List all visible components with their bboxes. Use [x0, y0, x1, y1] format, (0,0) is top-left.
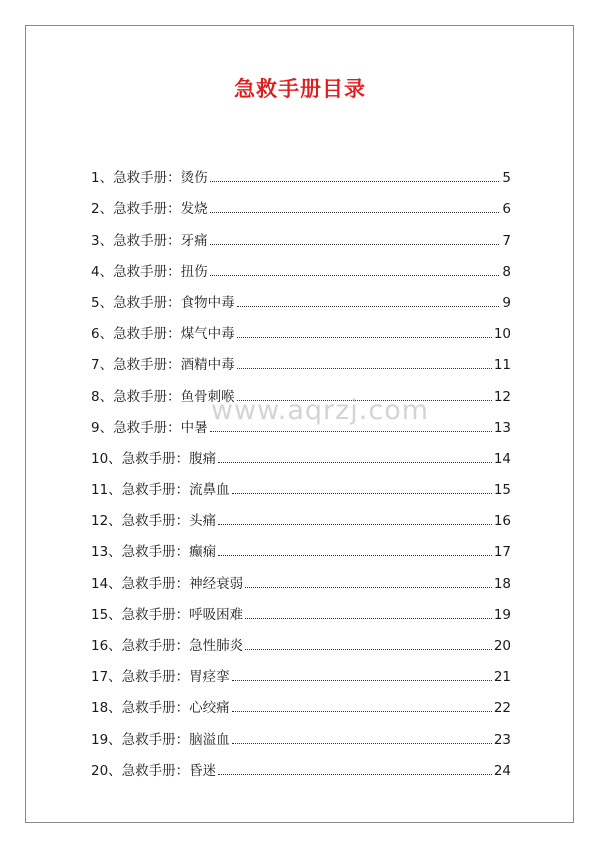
toc-dot-leader — [237, 336, 492, 338]
toc-dot-leader — [232, 742, 492, 744]
toc-dot-leader — [237, 367, 492, 369]
toc-dot-leader — [218, 554, 492, 556]
toc-entry-label: 9、急救手册：中暑 — [91, 419, 208, 436]
toc-entry-label: 13、急救手册：癫痫 — [91, 544, 217, 561]
toc-entry[interactable] — [91, 249, 511, 280]
toc-entry-label: 12、急救手册：头痛 — [91, 513, 217, 530]
toc-entry-page: 20 — [493, 638, 511, 654]
toc-entry-label: 4、急救手册：扭伤 — [91, 263, 208, 280]
toc-entry-label: 20、急救手册：昏迷 — [91, 762, 217, 779]
toc-entry-page: 22 — [493, 700, 511, 717]
toc-entry-label: 1、急救手册：烫伤 — [91, 170, 208, 187]
toc-entry-label: 3、急救手册：牙痛 — [91, 232, 208, 249]
toc-entry-page: 23 — [493, 731, 511, 748]
toc-entry-label: 11、急救手册：流鼻血 — [91, 482, 230, 499]
toc-dot-leader — [245, 586, 492, 588]
toc-entry-page: 9 — [502, 294, 511, 311]
watermark: www.aqrzj.com — [210, 395, 430, 426]
toc-entry-label: 16、急救手册：急性肺炎 — [91, 638, 244, 654]
toc-dot-leader — [210, 274, 499, 276]
toc-entry[interactable] — [91, 498, 511, 529]
toc-entry-label: 15、急救手册：呼吸困难 — [91, 606, 244, 623]
toc-entry-page: 19 — [493, 606, 511, 623]
toc-entry-page: 24 — [493, 762, 511, 779]
toc-dot-leader — [245, 648, 492, 650]
toc-entry-page: 17 — [493, 544, 511, 561]
toc-dot-leader — [232, 679, 492, 681]
toc-entry[interactable] — [91, 186, 511, 217]
toc-entry-label: 19、急救手册：脑溢血 — [91, 731, 230, 748]
toc-entry[interactable] — [91, 217, 511, 248]
toc-entry[interactable] — [91, 280, 511, 311]
toc-entry-page: 6 — [502, 201, 511, 218]
toc-entry-label: 10、急救手册：腹痛 — [91, 450, 217, 467]
toc-entry-page: 12 — [493, 388, 511, 405]
toc-entry-label: 14、急救手册：神经衰弱 — [91, 575, 244, 592]
document-title: 急救手册目录 — [234, 77, 366, 101]
toc-entry[interactable] — [91, 373, 511, 404]
toc-entry[interactable] — [91, 155, 511, 186]
toc-entry[interactable] — [91, 716, 511, 747]
toc-entry[interactable] — [91, 748, 511, 779]
toc-entry[interactable] — [91, 560, 511, 591]
toc-entry[interactable] — [91, 467, 511, 498]
toc-dot-leader — [218, 773, 492, 775]
toc-entry-label: 7、急救手册：酒精中毒 — [91, 357, 235, 374]
toc-dot-leader — [237, 399, 492, 401]
toc-entry-label: 6、急救手册：煤气中毒 — [91, 326, 235, 343]
toc-dot-leader — [218, 523, 492, 525]
toc-entry[interactable] — [91, 654, 511, 685]
toc-entry-page: 13 — [493, 419, 511, 436]
toc-entry-label: 17、急救手册：胃痉挛 — [91, 669, 230, 686]
toc-dot-leader — [210, 211, 499, 213]
toc-entry[interactable] — [91, 685, 511, 716]
toc-dot-leader — [210, 430, 492, 432]
toc-entry-page: 21 — [493, 669, 511, 686]
toc-dot-leader — [218, 461, 492, 463]
toc-entry[interactable] — [91, 436, 511, 467]
toc-entry-page: 18 — [493, 575, 511, 592]
toc-entry[interactable] — [91, 623, 511, 654]
toc-dot-leader — [245, 617, 492, 619]
toc-entry-page: 8 — [502, 263, 511, 280]
toc-entry-page: 11 — [493, 357, 511, 374]
toc-dot-leader — [210, 243, 499, 245]
toc-dot-leader — [210, 180, 499, 182]
toc-entry-page: 16 — [493, 513, 511, 530]
toc-entry[interactable] — [91, 405, 511, 436]
toc-dot-leader — [232, 492, 492, 494]
toc-entry[interactable] — [91, 311, 511, 342]
toc-dot-leader — [232, 710, 492, 712]
toc-entry-label: 18、急救手册：心绞痛 — [91, 700, 230, 717]
toc-entry-page: 5 — [502, 170, 511, 187]
toc-entry-page: 10 — [493, 326, 511, 343]
toc-entry[interactable] — [91, 529, 511, 560]
toc-entry-label: 5、急救手册：食物中毒 — [91, 294, 235, 311]
toc-entry-page: 7 — [502, 232, 511, 249]
toc-entry[interactable] — [91, 342, 511, 373]
toc-dot-leader — [237, 305, 499, 307]
toc-entry-page: 14 — [493, 450, 511, 467]
toc-entry-page: 15 — [493, 482, 511, 499]
toc-entry-label: 8、急救手册：鱼骨刺喉 — [91, 388, 235, 405]
table-of-contents — [91, 155, 511, 779]
toc-entry[interactable] — [91, 592, 511, 623]
toc-entry-label: 2、急救手册：发烧 — [91, 201, 208, 218]
